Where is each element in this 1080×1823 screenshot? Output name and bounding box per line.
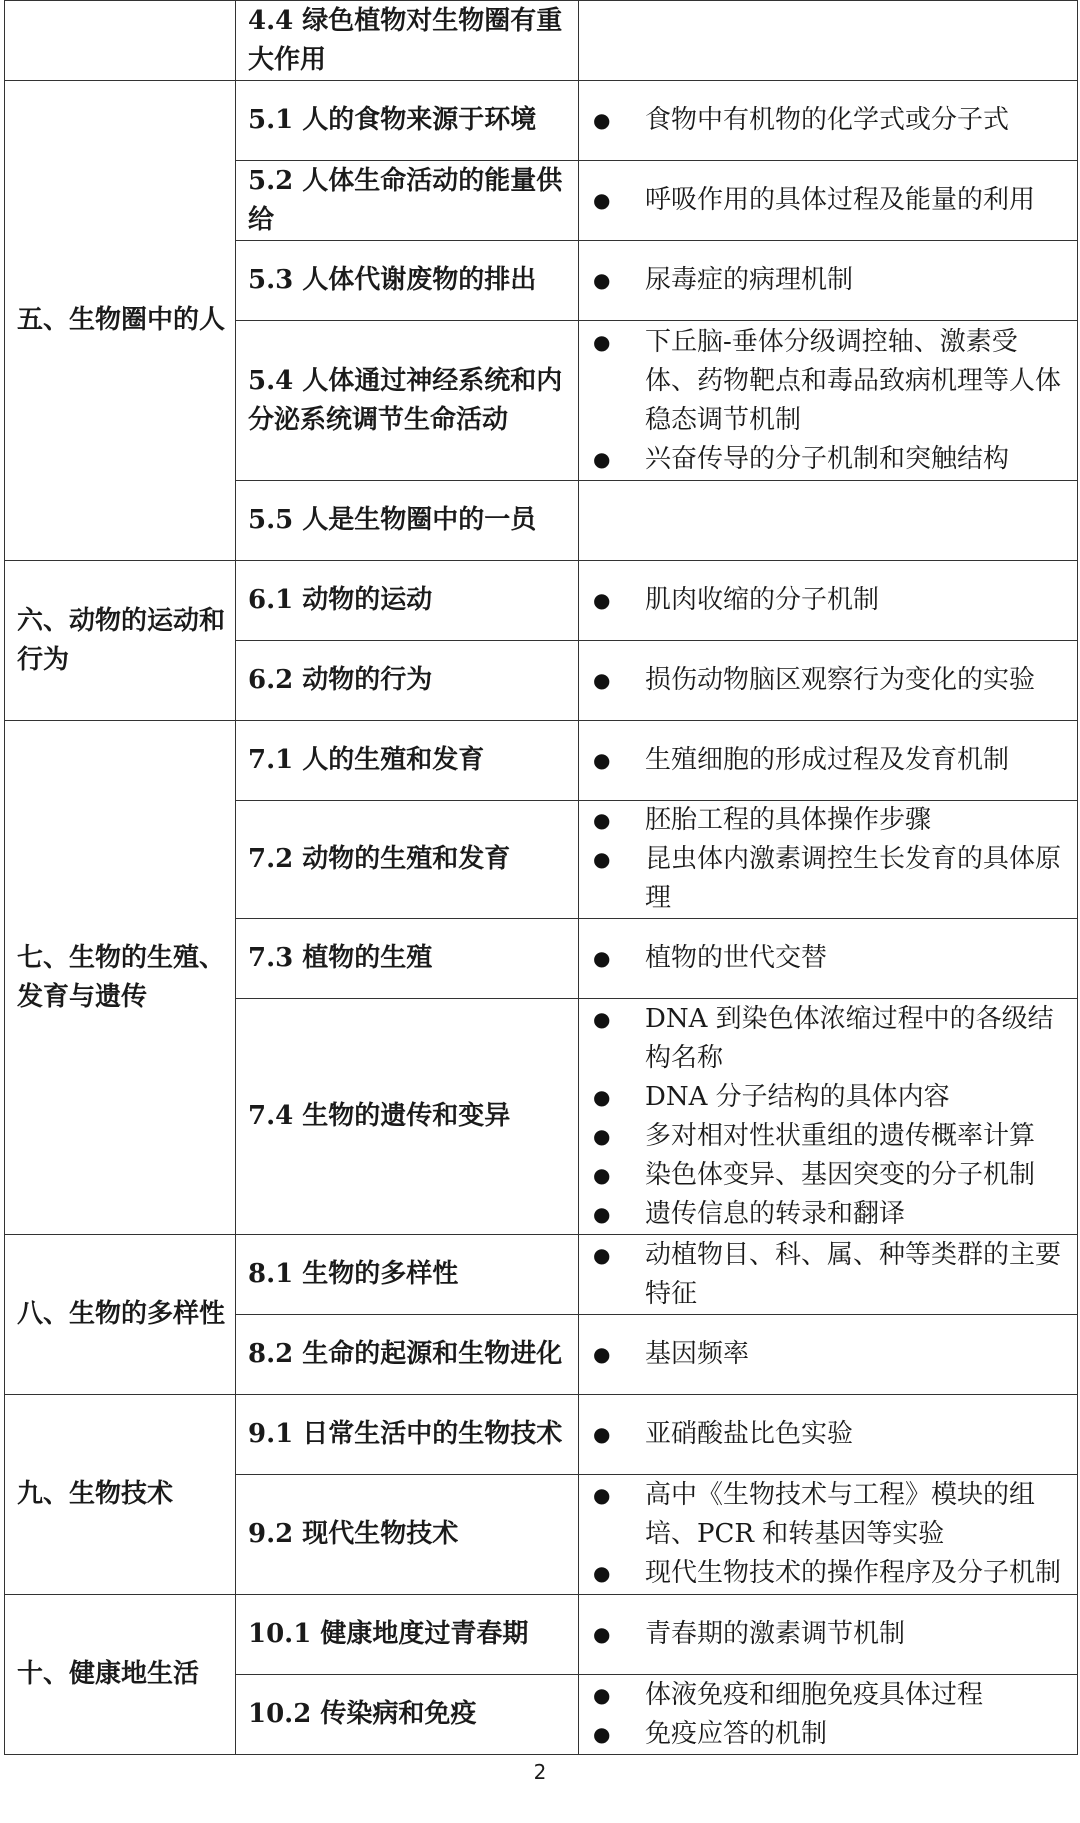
section-cell: 7.1 人的生殖和发育 — [236, 721, 579, 801]
chapter-cell: 六、动物的运动和行为 — [5, 561, 236, 721]
section-cell: 5.2 人体生命活动的能量供给 — [236, 161, 579, 241]
points-cell — [579, 1315, 1078, 1395]
section-cell: 4.4 绿色植物对生物圈有重大作用 — [236, 1, 579, 81]
bullet-item: ● 下丘脑-垂体分级调控轴、激素受体、药物靶点和毒品致病机理等人体稳态调节机制 — [579, 323, 1067, 440]
points-cell — [579, 1, 1078, 81]
bullet-item: ● 多对相对性状重组的遗传概率计算 — [579, 1117, 1067, 1156]
points-cell — [579, 999, 1078, 1235]
page-number: 2 — [533, 1760, 547, 1784]
table-row — [5, 721, 1078, 801]
section-cell: 9.2 现代生物技术 — [236, 1475, 579, 1595]
table-row — [5, 1235, 1078, 1315]
section-cell: 9.1 日常生活中的生物技术 — [236, 1395, 579, 1475]
points-cell — [579, 1395, 1078, 1475]
points-cell — [579, 641, 1078, 721]
points-cell — [579, 919, 1078, 999]
bullet-item: ● 兴奋传导的分子机制和突触结构 — [579, 440, 1067, 479]
points-cell — [579, 1675, 1078, 1755]
section-cell: 8.2 生命的起源和生物进化 — [236, 1315, 579, 1395]
bullet-item: ● 植物的世代交替 — [579, 939, 1067, 978]
bullet-item: ● 染色体变异、基因突变的分子机制 — [579, 1156, 1067, 1195]
bullet-item: ● 基因频率 — [579, 1335, 1067, 1374]
chapter-cell: 九、生物技术 — [5, 1395, 236, 1595]
curriculum-table — [4, 0, 1078, 1755]
bullet-item: ● 肌肉收缩的分子机制 — [579, 581, 1067, 620]
section-cell: 5.4 人体通过神经系统和内分泌系统调节生命活动 — [236, 321, 579, 481]
section-cell: 6.1 动物的运动 — [236, 561, 579, 641]
chapter-cell: 五、生物圈中的人 — [5, 81, 236, 561]
points-cell — [579, 1595, 1078, 1675]
bullet-item: ● 动植物目、科、属、种等类群的主要特征 — [579, 1236, 1067, 1314]
chapter-cell: 八、生物的多样性 — [5, 1235, 236, 1395]
section-cell: 6.2 动物的行为 — [236, 641, 579, 721]
section-cell: 5.1 人的食物来源于环境 — [236, 81, 579, 161]
section-cell: 5.5 人是生物圈中的一员 — [236, 481, 579, 561]
bullet-item: ● 食物中有机物的化学式或分子式 — [579, 101, 1067, 140]
table-row — [5, 1395, 1078, 1475]
points-cell — [579, 561, 1078, 641]
points-cell — [579, 481, 1078, 561]
points-cell — [579, 721, 1078, 801]
bullet-item: ● 遗传信息的转录和翻译 — [579, 1195, 1067, 1234]
bullet-item: ● 昆虫体内激素调控生长发育的具体原理 — [579, 840, 1067, 918]
section-cell: 7.2 动物的生殖和发育 — [236, 801, 579, 919]
bullet-item: ● 损伤动物脑区观察行为变化的实验 — [579, 661, 1067, 700]
bullet-item: ● 现代生物技术的操作程序及分子机制 — [579, 1554, 1067, 1593]
section-cell: 10.1 健康地度过青春期 — [236, 1595, 579, 1675]
bullet-item: ● 高中《生物技术与工程》模块的组培、PCR 和转基因等实验 — [579, 1476, 1067, 1554]
table-row — [5, 1595, 1078, 1675]
bullet-item: ● 胚胎工程的具体操作步骤 — [579, 801, 1067, 840]
points-cell — [579, 81, 1078, 161]
bullet-item: ● 青春期的激素调节机制 — [579, 1615, 1067, 1654]
section-cell: 8.1 生物的多样性 — [236, 1235, 579, 1315]
bullet-item: ● 亚硝酸盐比色实验 — [579, 1415, 1067, 1454]
bullet-item: ● 体液免疫和细胞免疫具体过程 — [579, 1676, 1067, 1715]
chapter-cell: 七、生物的生殖、发育与遗传 — [5, 721, 236, 1235]
points-cell — [579, 1235, 1078, 1315]
points-cell — [579, 161, 1078, 241]
table-row — [5, 561, 1078, 641]
bullet-item: ● DNA 到染色体浓缩过程中的各级结构名称 — [579, 1000, 1067, 1078]
table-row — [5, 1, 1078, 81]
chapter-cell — [5, 1, 236, 81]
section-cell: 5.3 人体代谢废物的排出 — [236, 241, 579, 321]
points-cell — [579, 801, 1078, 919]
bullet-item: ● DNA 分子结构的具体内容 — [579, 1078, 1067, 1117]
points-cell — [579, 321, 1078, 481]
chapter-cell: 十、健康地生活 — [5, 1595, 236, 1755]
bullet-item: ● 尿毒症的病理机制 — [579, 261, 1067, 300]
points-cell — [579, 241, 1078, 321]
section-cell: 7.3 植物的生殖 — [236, 919, 579, 999]
points-cell — [579, 1475, 1078, 1595]
bullet-item: ● 免疫应答的机制 — [579, 1715, 1067, 1754]
section-cell: 7.4 生物的遗传和变异 — [236, 999, 579, 1235]
bullet-item: ● 生殖细胞的形成过程及发育机制 — [579, 741, 1067, 780]
bullet-item: ● 呼吸作用的具体过程及能量的利用 — [579, 181, 1067, 220]
table-row — [5, 81, 1078, 161]
section-cell: 10.2 传染病和免疫 — [236, 1675, 579, 1755]
